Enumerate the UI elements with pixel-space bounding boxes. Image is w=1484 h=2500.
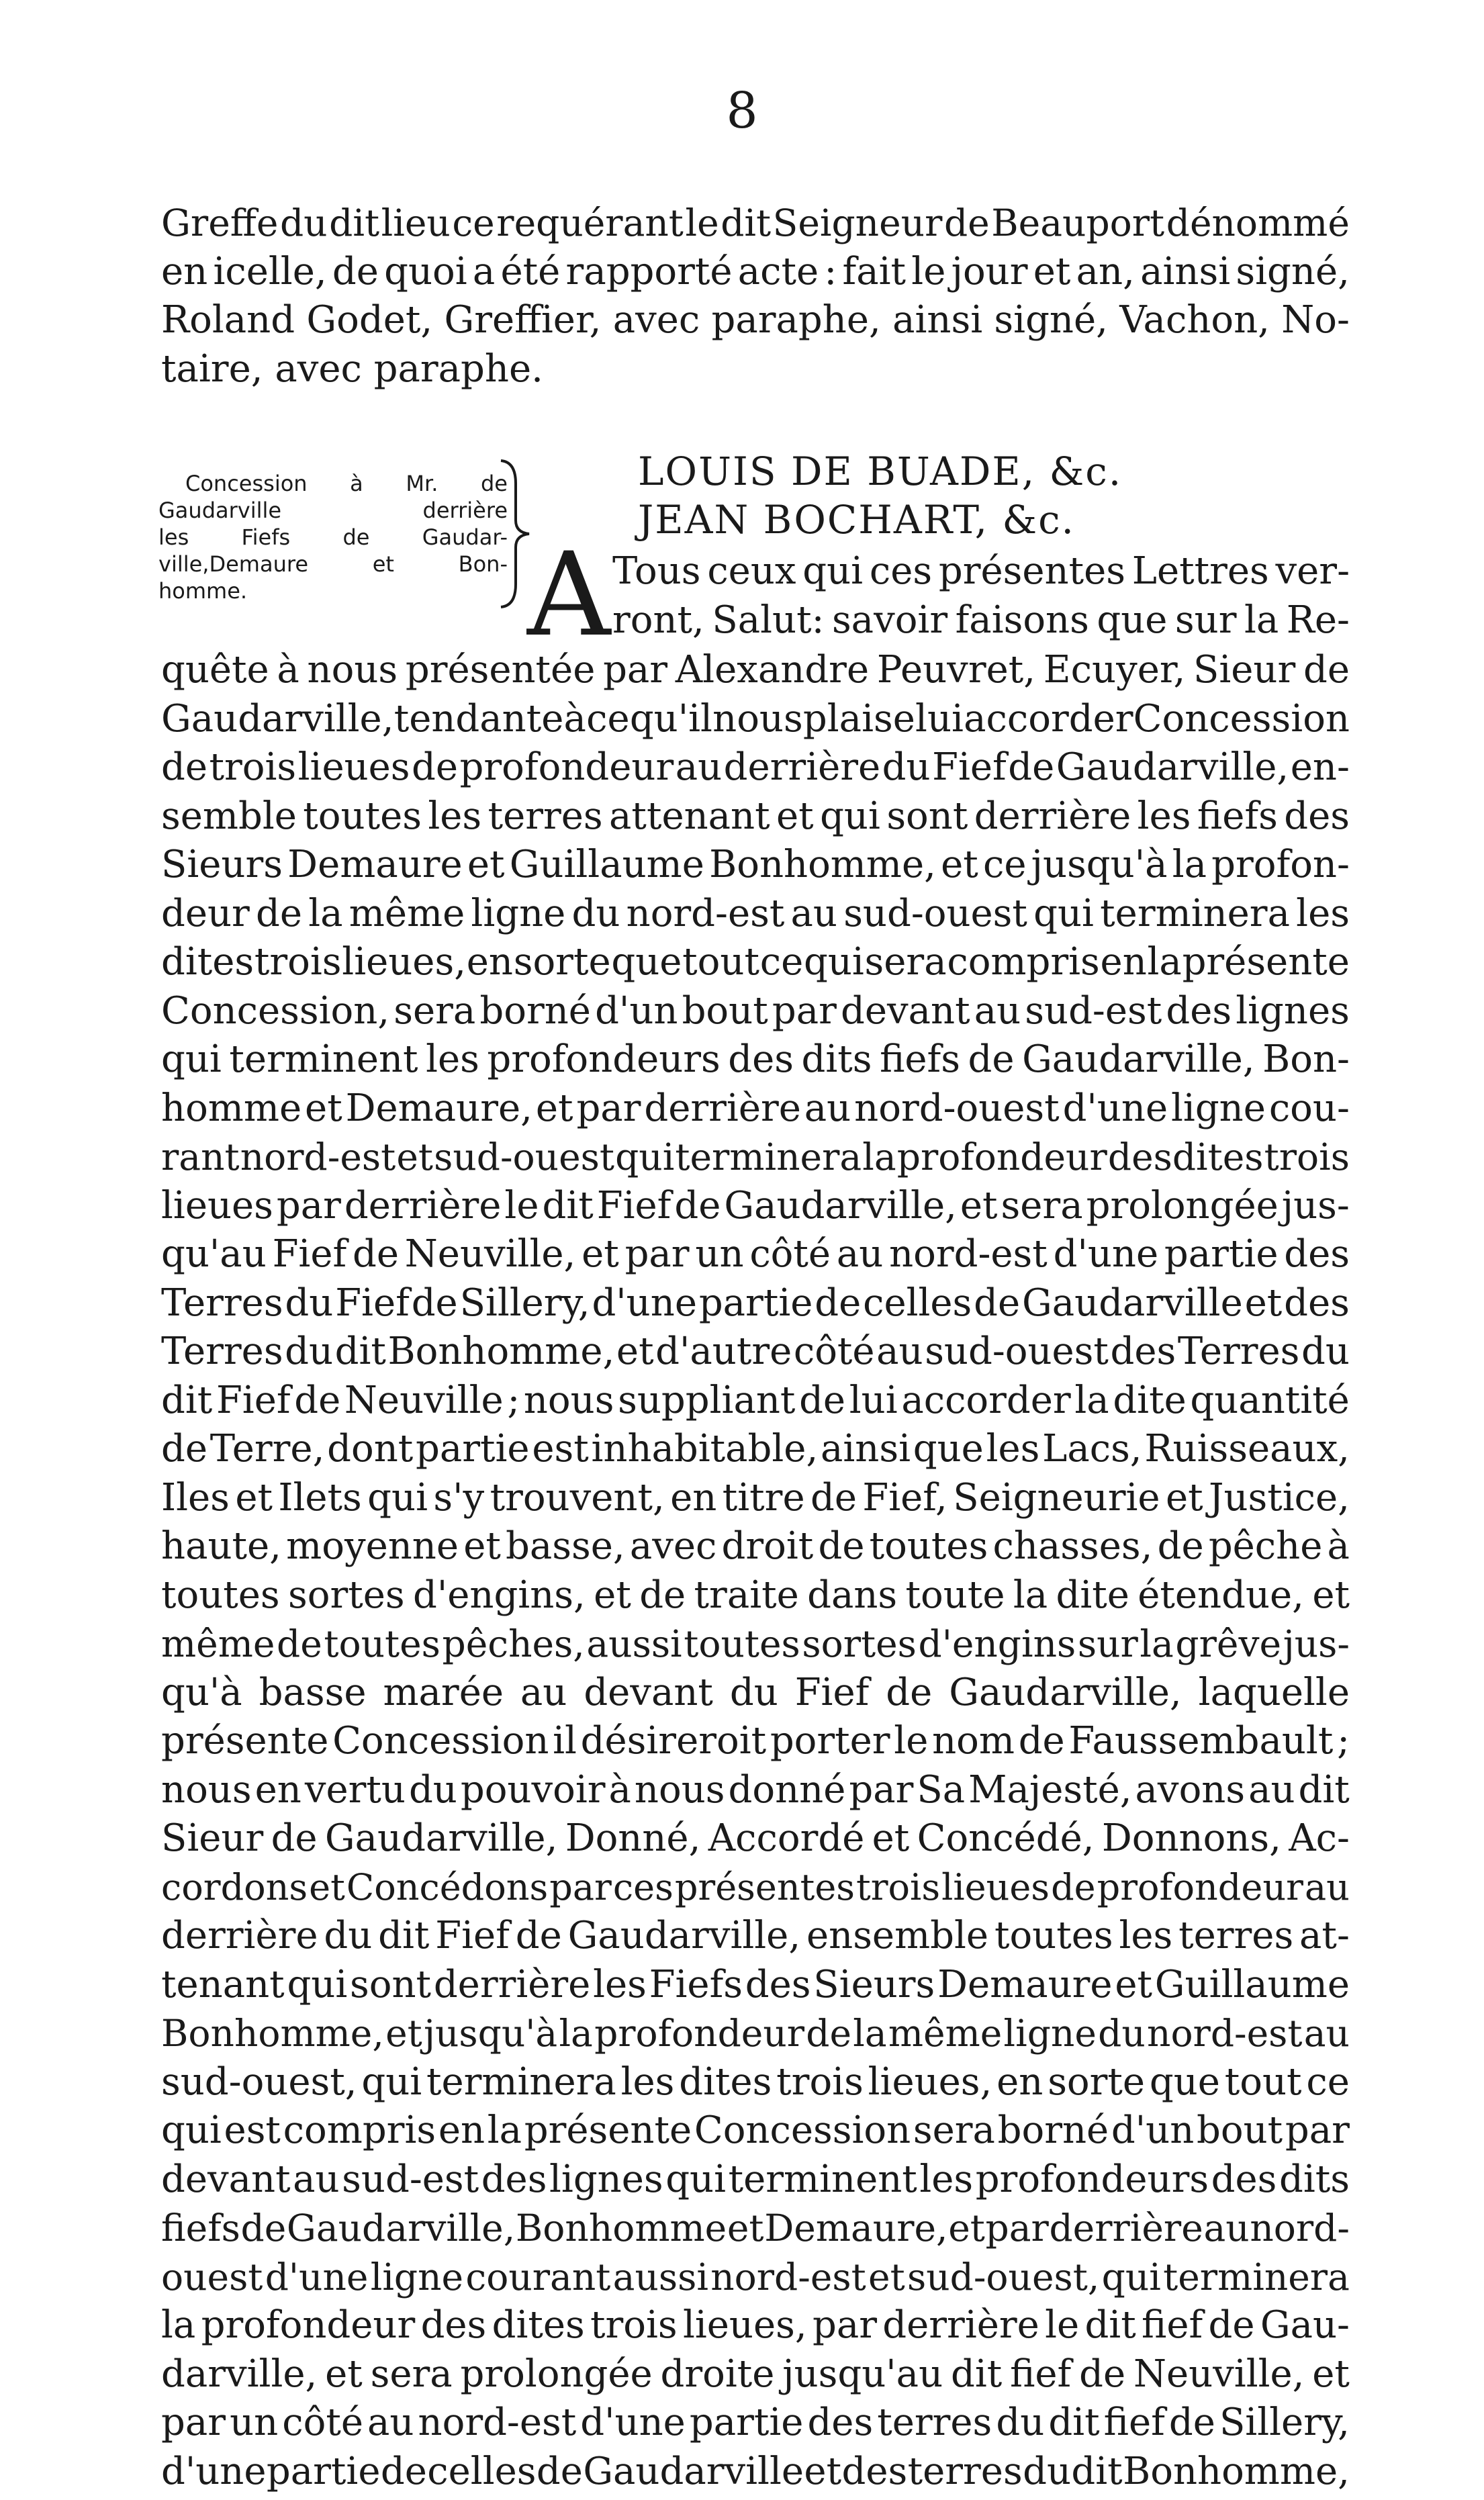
text-line: lieues par derrière le dit Fief de Gaudarville, et sera prolongée jus- [161,1183,1350,1228]
text-line: qui est compris en la présente Concession sera borné d'un bout par [161,2109,1350,2152]
text-line: de trois lieues de profondeur au derrière du Fief de Gaudarville, en- [161,745,1350,789]
text-line: en icelle, de quoi a été rapporté acte : fait le jour et an, ainsi signé, [161,249,1350,293]
text-line: par un côté au nord-est d'une partie des terres du dit fief de Sillery, [161,2401,1350,2444]
text-line: taire, avec paraphe. [161,346,543,391]
text-line: fiefs de Gaudarville, Bonhomme et Demaure, et par derrière au nord- [161,2207,1350,2250]
heading-governor: LOUIS DE BUADE, &c. [638,449,1123,494]
margin-note [158,470,508,604]
text-line: Terres du Fief de Sillery, d'une partie de celles de Gaudarville et des [161,1281,1350,1325]
text-line: tenant qui sont derrière les Fiefs des Sieurs Demaure et Guillaume [161,1962,1350,2006]
text-line: homme et Demaure, et par derrière au nord-ouest d'une ligne cou- [161,1086,1350,1130]
text-line: toutes sortes d'engins, et de traite dans toute la dite étendue, et [161,1573,1350,1617]
text-line: présente Concession il désireroit porter le nom de Faussembault ; [161,1719,1350,1763]
text-line: la profondeur des dites trois lieues, par derrière le dit fief de Gau- [161,2303,1350,2347]
text-line: rant nord-est et sud-ouest qui terminera la profondeur desdites trois [161,1136,1350,1178]
text-line: qu'au Fief de Neuville, et par un côté au nord-est d'une partie des [161,1232,1350,1276]
text-line: Tous ceux qui ces présentes Lettres ver- [612,549,1350,593]
text-line: d'une partie de celles de Gaudarville et des terres du dit Bonhomme, [161,2449,1350,2493]
text-line: Bonhomme, et jusqu'à la profondeur de la même ligne du nord-est au [161,2012,1350,2055]
text-line: ouest d'une ligne courant aussi nord-est et sud-ouest, qui terminera [161,2255,1350,2299]
text-line: darville, et sera prolongée droite jusqu'au dit fief de Neuville, et [161,2352,1350,2396]
drop-cap: A [527,527,611,662]
margin-note-line: ville,Demaure et Bon- [158,551,508,577]
text-line: qu'à basse marée au devant du Fief de Gaudarville, laquelle [161,1670,1350,1714]
text-line: même de toutes pêches, aussi toutes sortes d'engins sur la grêve jus- [161,1622,1350,1665]
text-line: Gaudarville, tendante à ce qu'il nous plaise lui accorder Concession [161,696,1350,741]
text-line: Sieurs Demaure et Guillaume Bonhomme, et ce jusqu'à la profon- [161,843,1350,886]
margin-note-line: homme. [158,578,248,604]
margin-note-line: les Fiefs de Gaudar- [158,524,508,550]
text-line: Roland Godet, Greffier, avec paraphe, ainsi signé, Vachon, No- [161,298,1350,342]
heading-intendant: JEAN BOCHART, &c. [638,497,1075,543]
text-line: dit Fief de Neuville ; nous suppliant de lui accorder la dite quantité [161,1378,1350,1422]
text-line: Terres du dit Bonhomme, et d'autre côté au sud-ouest des Terres du [161,1330,1350,1373]
body-paragraph [161,646,1350,2496]
text-line: qui terminent les profondeurs des dits fiefs de Gaudarville, Bon- [161,1037,1350,1081]
text-line: Sieur de Gaudarville, Donné, Accordé et Concédé, Donnons, Ac- [161,1816,1350,1860]
text-line: quête à nous présentée par Alexandre Peuvret, Ecuyer, Sieur de [161,648,1350,692]
text-line: dites trois lieues, en sorte que tout ce qui sera compris en la présente [161,940,1350,984]
text-line: Greffe du dit lieu ce requérant le dit Seigneur de Beauport dénommé [161,201,1350,244]
text-line: Iles et Ilets qui s'y trouvent, en titre de Fief, Seigneurie et Justice, [161,1475,1350,1520]
intro-paragraph [161,199,1350,393]
text-line: semble toutes les terres attenant et qui sont derrière les fiefs des [161,794,1350,838]
text-line: haute, moyenne et basse, avec droit de toutes chasses, de pêche à [161,1524,1350,1568]
text-line: derrière du dit Fief de Gaudarville, ensemble toutes les terres at- [161,1914,1350,1957]
margin-note-line: Concession à Mr. de [185,471,508,496]
text-line: deur de la même ligne du nord-est au sud-ouest qui terminera les [161,891,1350,935]
text-line: cordons et Concédons par ces présentes trois lieues de profondeur au [161,1865,1350,1908]
text-line: de Terre, dont partie est inhabitable, ainsi que les Lacs, Ruisseaux, [161,1427,1350,1471]
text-line: devant au sud-est des lignes qui terminent les profondeurs des dits [161,2157,1350,2201]
text-line: ront, Salut: savoir faisons que sur la Re- [612,598,1350,642]
text-line: sud-ouest, qui terminera les dites trois lieues, en sorte que tout ce [161,2059,1350,2104]
margin-note-line: Gaudarville derrière [158,498,508,523]
text-line: nous en vertu du pouvoir à nous donné par Sa Majesté, avons au dit [161,1767,1350,1812]
text-line: Concession, sera borné d'un bout par devant au sud-est des lignes [161,988,1350,1033]
page-number: 8 [726,82,758,140]
